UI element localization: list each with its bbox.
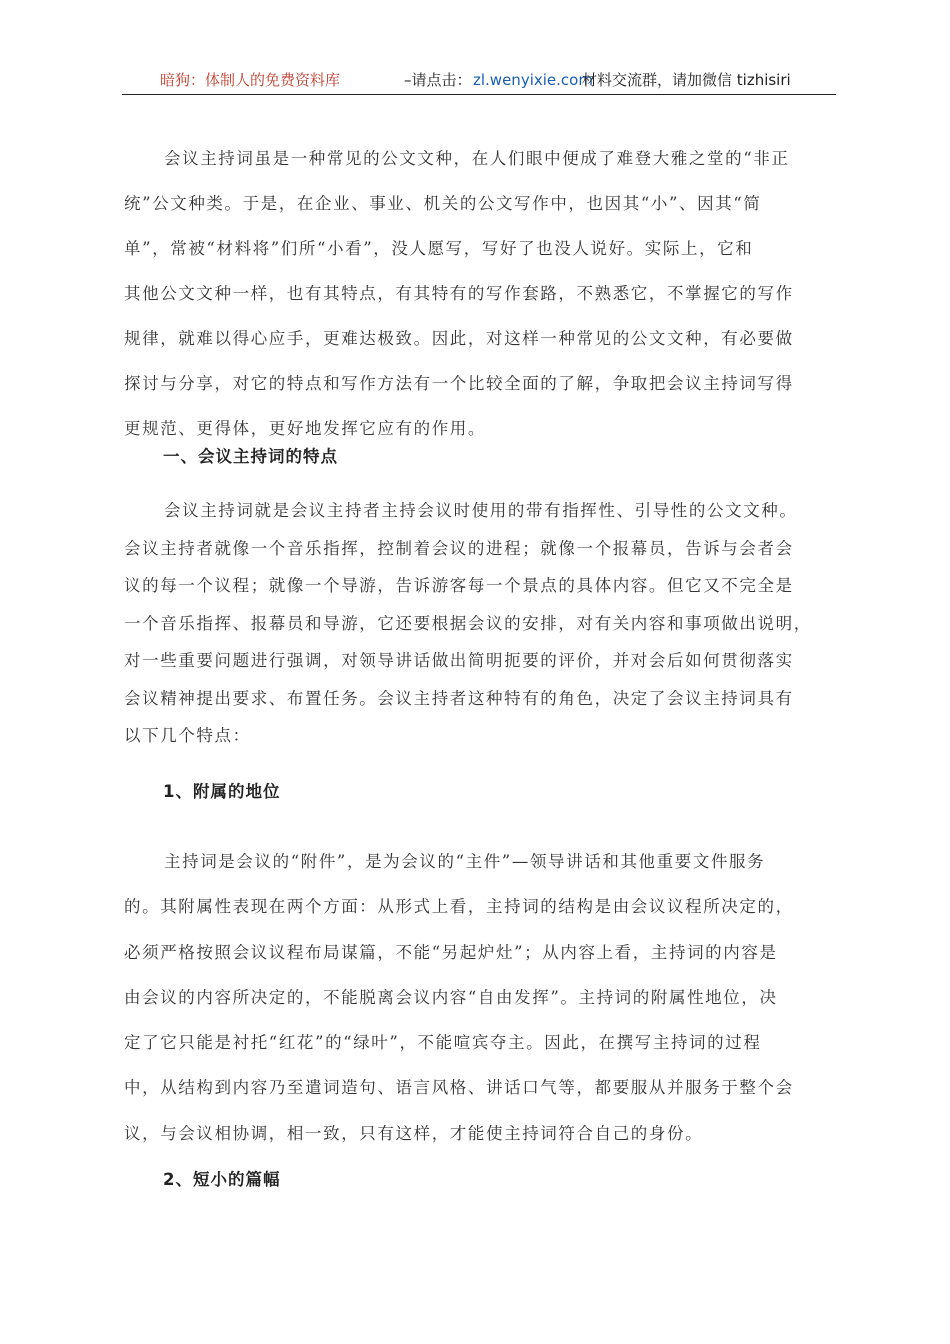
paragraph-line: 更规范、更得体，更好地发挥它应有的作用。: [124, 419, 486, 438]
page-header: [122, 70, 836, 95]
paragraph-line: 中，从结构到内容乃至遣词造句、语言风格、讲话口气等，都要服从并服务于整个会: [124, 1078, 794, 1098]
paragraph-line: 的。其附属性表现在两个方面：从形式上看，主持词的结构是由会议议程所决定的，: [124, 897, 794, 917]
header-click-prompt: –请点击：: [404, 71, 472, 89]
subsection1-paragraph: [124, 839, 836, 1156]
section-heading: 一、会议主持词的特点: [163, 447, 338, 466]
header-wechat-note: 材料交流群，请加微信 tizhisiri: [582, 71, 791, 89]
paragraph-line: 会议主持者就像一个音乐指挥，控制着会议的进程；就像一个报幕员，告诉与会者会: [124, 538, 794, 558]
paragraph-line: 会议精神提出要求、布置任务。会议主持者这种特有的角色，决定了会议主持词具有: [124, 688, 794, 708]
paragraph-line: 规律，就难以得心应手，更难达极致。因此，对这样一种常见的公文文种，有必要做: [124, 329, 794, 348]
header-brand: 暗狗：体制人的免费资料库: [160, 71, 341, 89]
header-url-link[interactable]: zl.wenyixie.com: [473, 71, 593, 89]
paragraph-line: 议的每一个议程；就像一个导游，告诉游客每一个景点的具体内容。但它又不完全是: [124, 576, 794, 595]
paragraph-line: 会议主持词虽是一种常见的公文文种，在人们眼中便成了难登大雅之堂的“非正: [164, 149, 790, 168]
paragraph-line: 单”，常被“材料将”们所“小看”，没人愿写，写好了也没人说好。实际上，它和: [124, 239, 754, 258]
paragraph-line: 探讨与分享，对它的特点和写作方法有一个比较全面的了解，争取把会议主持词写得: [124, 374, 794, 393]
paragraph-line: 其他公文文种一样，也有其特点，有其特有的写作套路，不熟悉它，不掌握它的写作: [124, 284, 794, 303]
paragraph-line: 会议主持词就是会议主持者主持会议时使用的带有指挥性、引导性的公文文种。: [164, 501, 798, 520]
paragraph-line: 主持词是会议的“附件”，是为会议的“主件”—领导讲话和其他重要文件服务: [164, 852, 766, 871]
intro-paragraph: [124, 136, 836, 451]
section1-paragraph: [124, 492, 836, 755]
paragraph-line: 统”公文种类。于是，在企业、事业、机关的公文写作中，也因其“小”、因其“简: [124, 194, 762, 213]
subsection-heading: 1、附属的地位: [163, 782, 281, 801]
paragraph-line: 定了它只能是衬托“红花”的“绿叶”，不能喧宾夺主。因此，在撰写主持词的过程: [124, 1033, 762, 1053]
paragraph-line: 以下几个特点：: [124, 726, 251, 745]
paragraph-line: 一个音乐指挥、报幕员和导游，它还要根据会议的安排，对有关内容和事项做出说明，: [124, 613, 812, 633]
paragraph-line: 议，与会议相协调，相一致，只有这样，才能使主持词符合自己的身份。: [124, 1123, 704, 1143]
subsection-heading: 2、短小的篇幅: [163, 1170, 281, 1189]
paragraph-line: 由会议的内容所决定的，不能脱离会议内容“自由发挥”。主持词的附属性地位，决: [124, 987, 778, 1007]
paragraph-line: 必须严格按照会议议程布局谋篇，不能“另起炉灶”；从内容上看，主持词的内容是: [124, 942, 778, 962]
paragraph-line: 对一些重要问题进行强调，对领导讲话做出简明扼要的评价，并对会后如何贯彻落实: [124, 651, 794, 670]
